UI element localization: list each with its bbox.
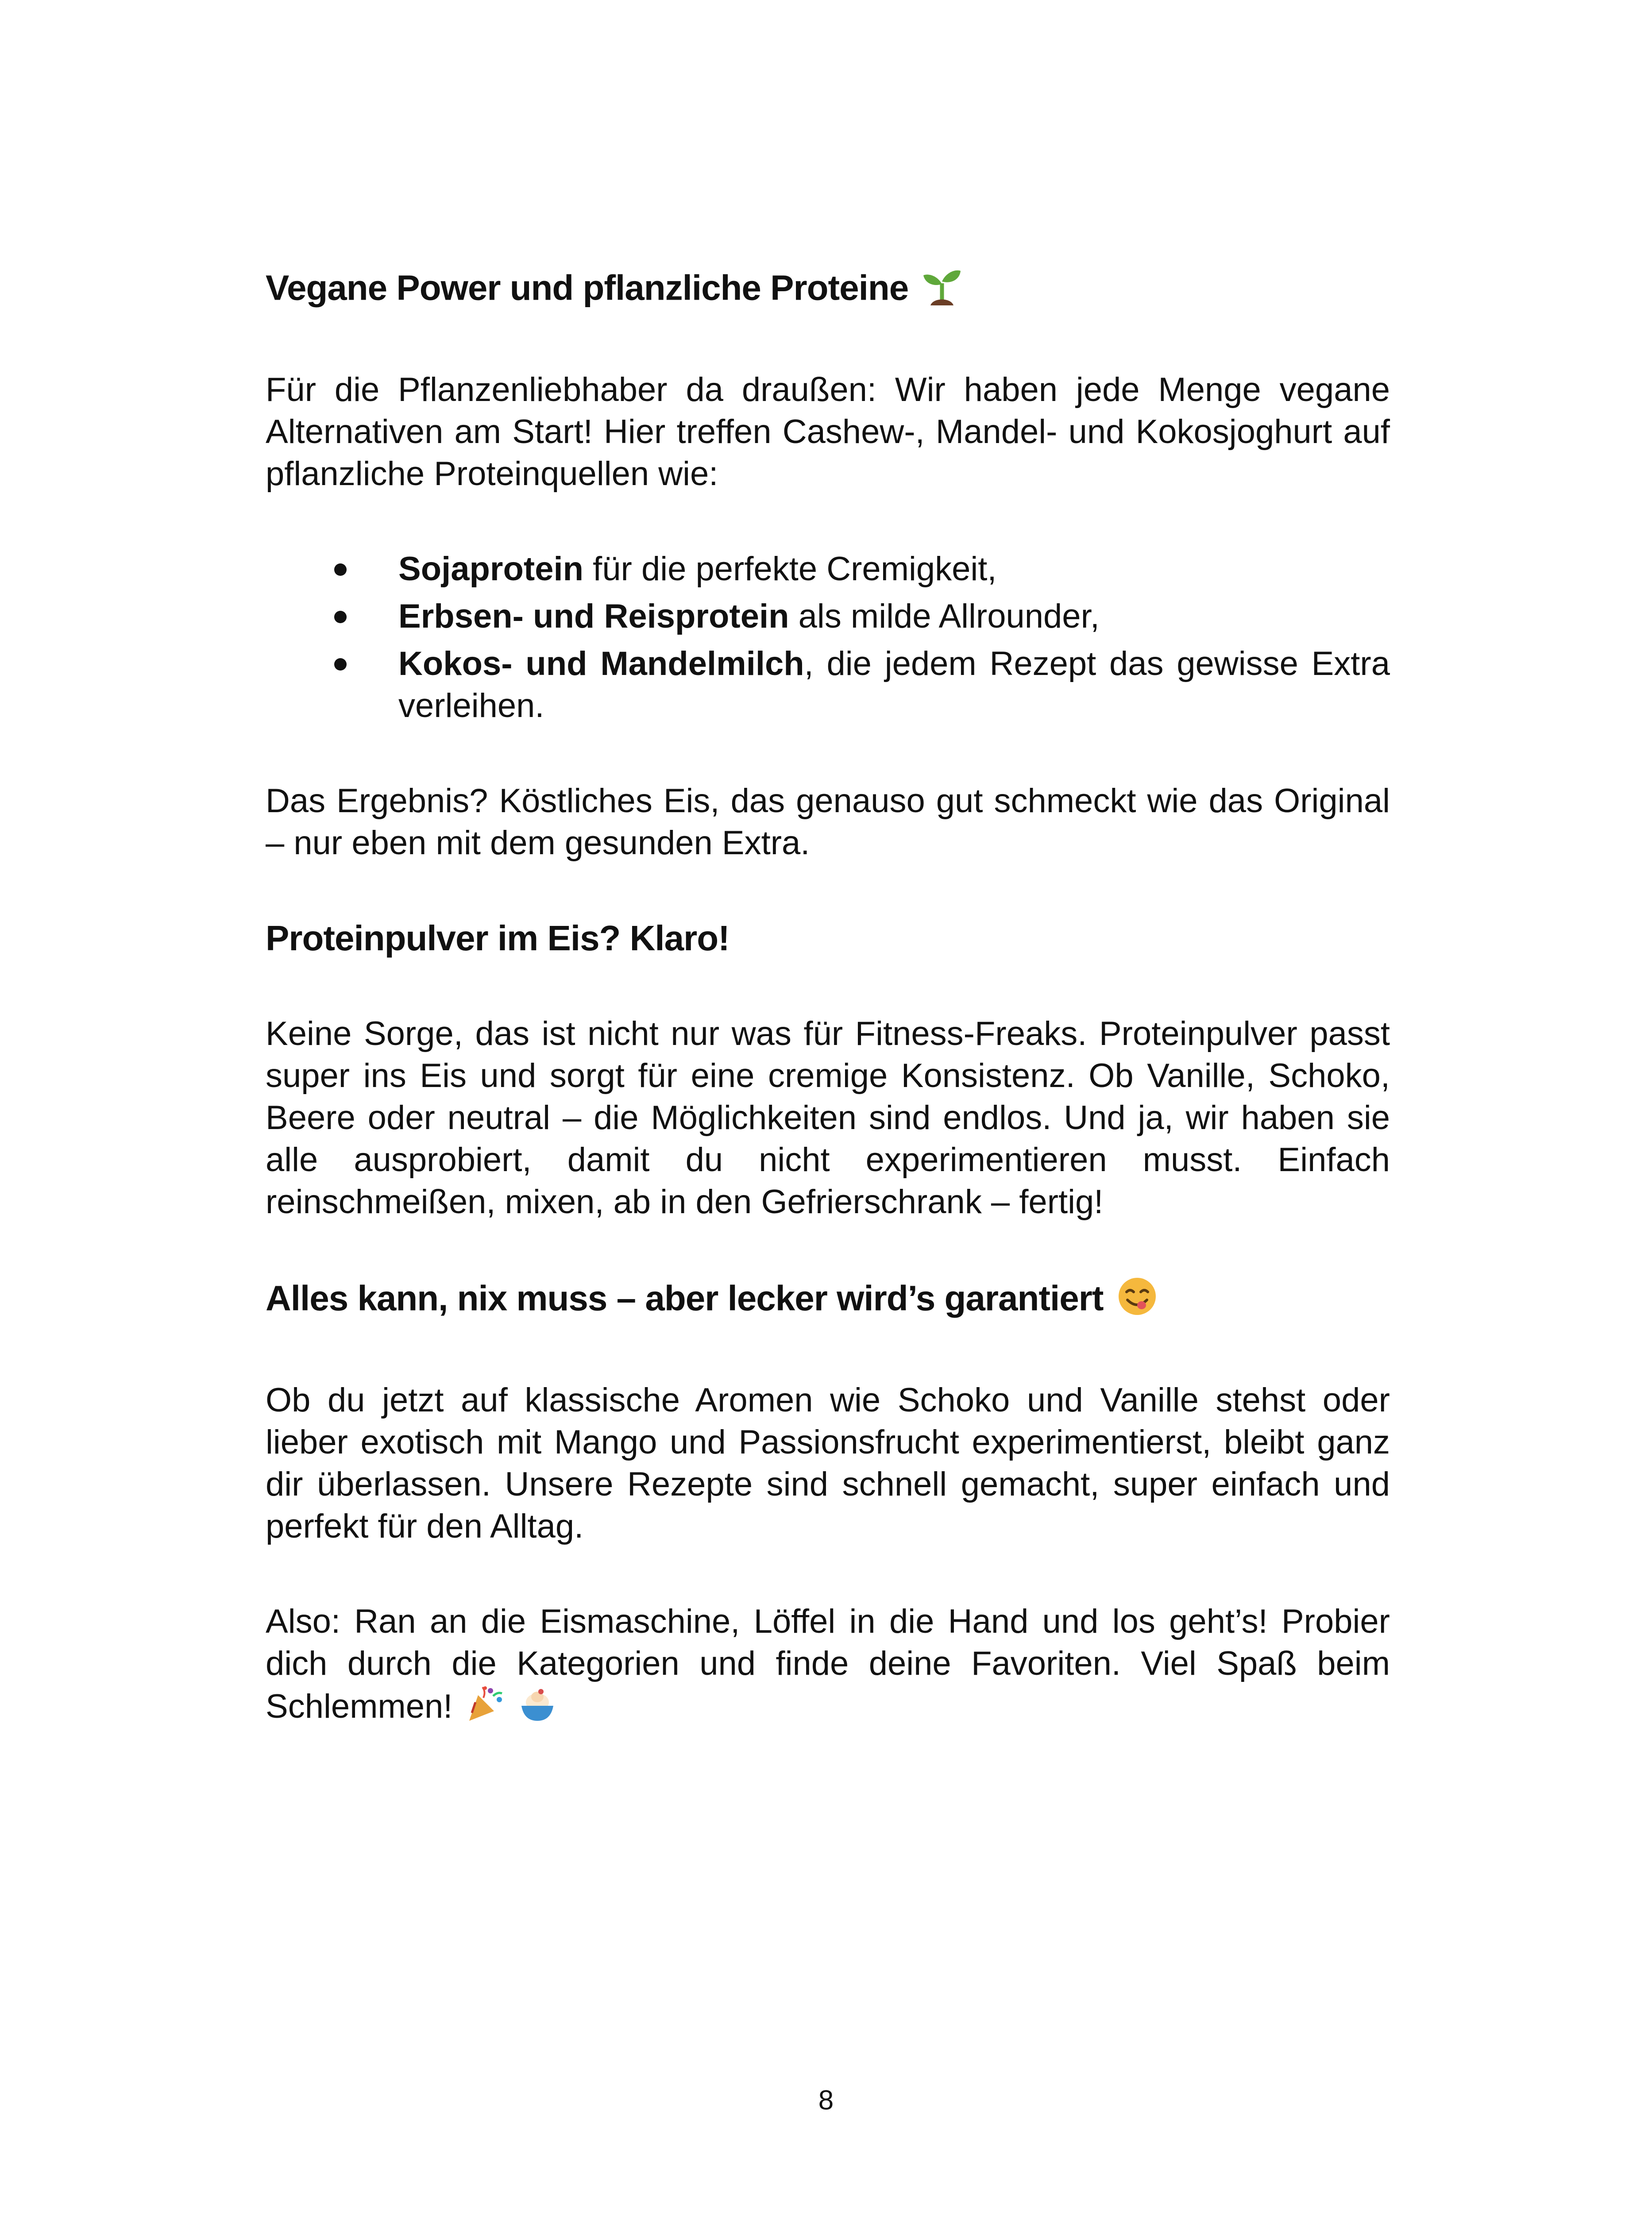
party-popper-icon [466,1685,505,1733]
yum-face-icon [1117,1276,1158,1326]
heading-text: Vegane Power und pflanzliche Proteine [266,268,909,308]
page-content [266,266,1390,1786]
section-heading-vegan [266,266,1390,316]
page-number: 8 [818,2085,834,2116]
section-heading-anything-goes [266,1276,1390,1326]
heading-text: Alles kann, nix muss – aber lecker wird’s garantiert [266,1278,1104,1318]
list-item-bold: Erbsen- und Reisprotein [398,598,789,635]
vegan-intro-paragraph: Für die Pflanzenliebhaber da draußen: Wir haben jede Menge vegane Alternativen am Start! Hier treffen Cashew-, Mandel- und Kokosjoghurt auf pflanzliche Proteinquellen wie: [266,371,1390,493]
list-item [398,643,1390,727]
list-item [398,595,1390,637]
ice-cream-icon [518,1685,557,1733]
closing-text: Also: Ran an die Eismaschine, Löffel in die Hand und los geht’s! Probier dich durch die Kategorien und finde deine Favoriten. Viel Spaß beim Schlemmen! [266,1603,1390,1726]
section-heading-protein-powder: Proteinpulver im Eis? Klaro! [266,918,730,958]
closing-paragraph [266,1600,1390,1733]
vegan-outro-paragraph: Das Ergebnis? Köstliches Eis, das genauso gut schmeckt wie das Original – nur eben mit dem gesunden Extra. [266,782,1390,862]
seedling-icon [922,266,962,316]
protein-powder-paragraph: Keine Sorge, das ist nicht nur was für Fitness-Freaks. Proteinpulver passt super ins Eis und sorgt für eine cremige Konsistenz. Ob Vanille, Schoko, Beere oder neutral – die Möglichkeiten sind endlos. Und ja, wir haben sie alle ausprobiert, damit du nicht experimentieren musst. Einfach reinschmeißen, mixen, ab in den Gefrierschrank – fertig! [266,1015,1390,1221]
anything-goes-paragraph: Ob du jetzt auf klassische Aromen wie Schoko und Vanille stehst oder lieber exotisch mit Mango und Passionsfrucht experimentierst, bleibt ganz dir überlassen. Unsere Rezepte sind schnell gemacht, super einfach und perfekt für den Alltag. [266,1381,1390,1545]
list-item-text: , die jedem Rezept das gewisse Extra verleihen. [398,645,1390,725]
list-item [398,548,1390,590]
list-item-text: für die perfekte Cremigkeit, [583,550,997,588]
list-item-bold: Kokos- und Mandelmilch [398,645,804,682]
list-item-text: als milde Allrounder, [789,598,1100,635]
list-item-bold: Sojaprotein [398,550,584,588]
protein-source-list [266,548,1390,727]
